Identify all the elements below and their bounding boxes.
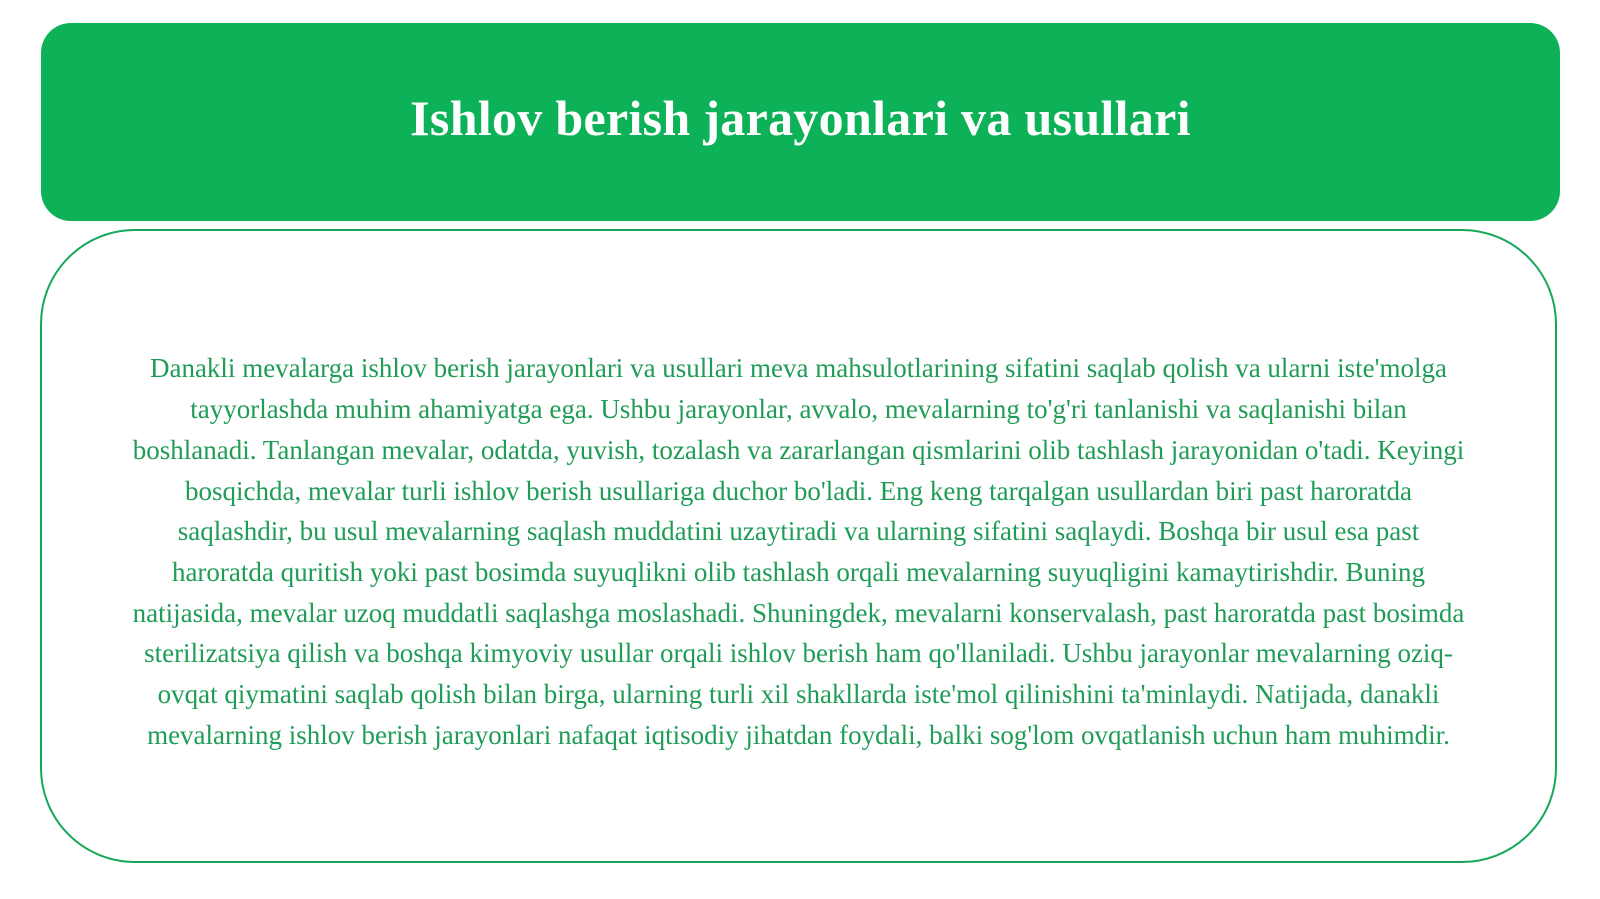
body-paragraph: Danakli mevalarga ishlov berish jarayonlari va usullari meva mahsulotlarining sifatini saqlab qolish va ularni iste'molga tayyorlashda muhim ahamiyatga ega. Ushbu jarayonlar, avvalo, mevalarning to'g'ri tanlanishi va saqlanishi bilan boshlanadi. Tanlangan mevalar, odatda, yuvish, tozalash va zararlangan qismlarini olib tashlash jarayonidan o'tadi. Keyingi bosqichda, mevalar turli ishlov berish usullariga duchor bo'ladi. Eng keng tarqalgan usullardan biri past haroratda saqlashdir, bu usul mevalarning saqlash muddatini uzaytiradi va ularning sifatini saqlaydi. Boshqa bir usul esa past haroratda quritish yoki past bosimda suyuqlikni olib tashlash orqali mevalarning suyuqligini kamaytirishdir. Buning natijasida, mevalar uzoq muddatli saqlashga moslashadi. Shuningdek, mevalarni konservalash, past haroratda past bosimda sterilizatsiya qilish va boshqa kimyoviy usullar orqali ishlov berish ham qo'llaniladi. Ushbu jarayonlar mevalarning oziq-ovqat qiymatini saqlab qolish bilan birga, ularning turli xil shakllarda iste'mol qilinishini ta'minlaydi. Natijada, danakli mevalarning ishlov berish jarayonlari nafaqat iqtisodiy jihatdan foydali, balki sog'lom ovqatlanish uchun ham muhimdir. — [132, 353, 1465, 750]
slide-title: Ishlov berish jarayonlari va usullari — [410, 90, 1191, 146]
title-banner — [41, 23, 1560, 221]
content-box — [40, 229, 1557, 863]
